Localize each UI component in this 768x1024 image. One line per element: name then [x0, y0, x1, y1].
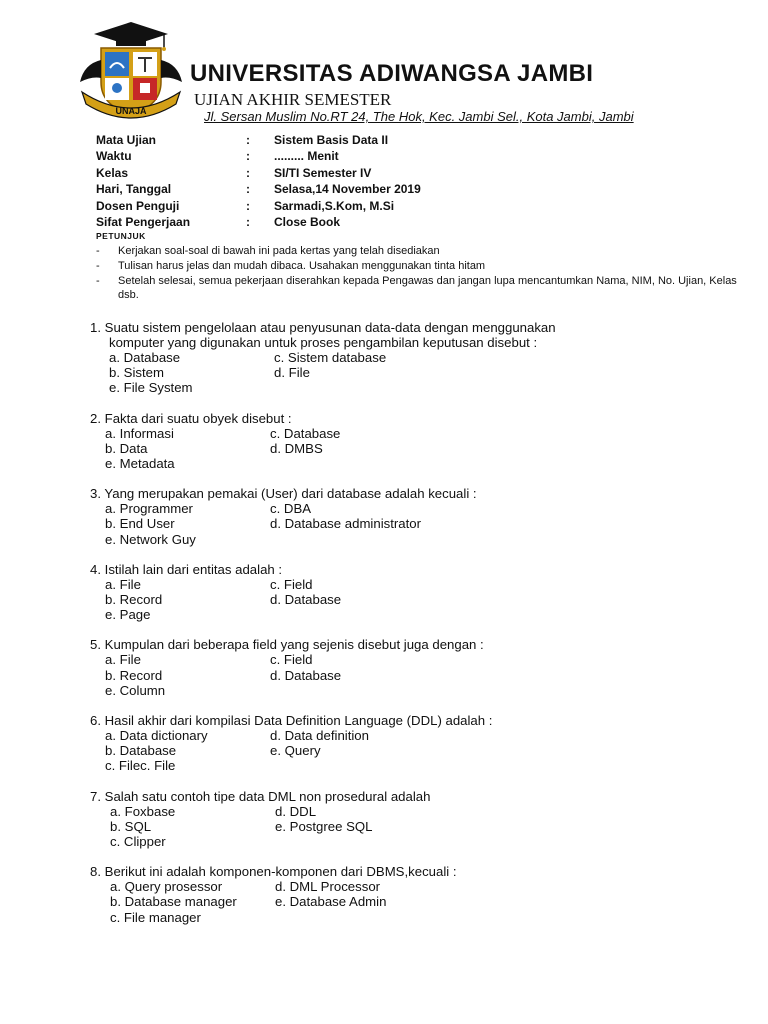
option-row: [90, 592, 750, 607]
answer-option: c. File manager: [110, 909, 201, 925]
info-row-class: Kelas : SI/TI Semester IV: [96, 165, 372, 180]
answer-option: b. Record: [105, 592, 163, 608]
info-label: Sifat Pengerjaan: [96, 214, 191, 229]
instruction-item: - Setelah selesai, semua pekerjaan diserahkan kepada Pengawas dan jangan lupa mencantumkan Nama, NIM, No. Ujian, Kelas dsb.: [96, 275, 737, 301]
answer-option: e. Database Admin: [275, 894, 387, 910]
answer-option: a. File: [105, 652, 141, 668]
question-list: [90, 320, 750, 925]
option-row: [90, 910, 750, 925]
option-row: [90, 819, 750, 834]
question-4: [90, 562, 750, 623]
answer-option: a. Query prosessor: [110, 879, 223, 895]
answer-option: c. Field: [270, 576, 313, 592]
question-text: 6. Hasil akhir dari kompilasi Data Definition Language (DDL) adalah :: [90, 713, 493, 729]
option-row: [90, 577, 750, 592]
option-row: [90, 365, 750, 380]
answer-option: b. Database: [105, 743, 177, 759]
info-label: Hari, Tanggal: [96, 182, 172, 197]
answer-option: d. Database: [270, 592, 342, 608]
info-label: Mata Ujian: [96, 133, 157, 147]
info-value: Close Book: [274, 214, 341, 229]
option-row: [90, 834, 750, 849]
question-5: [90, 637, 750, 698]
question-8: [90, 864, 750, 925]
option-row: [90, 804, 750, 819]
question-6: [90, 713, 750, 774]
option-row: [90, 441, 750, 456]
option-row: [90, 426, 750, 441]
info-row-subject: Mata Ujian : Sistem Basis Data II: [96, 133, 389, 147]
info-row-mode: Sifat Pengerjaan : Close Book: [96, 214, 341, 229]
answer-option: d. DMBS: [270, 440, 323, 456]
university-name: UNIVERSITAS ADIWANGSA JAMBI: [190, 60, 594, 87]
answer-option: b. SQL: [110, 818, 152, 834]
option-row: [90, 652, 750, 667]
question-text: 7. Salah satu contoh tipe data DML non prosedural adalah: [90, 788, 431, 804]
question-text: 4. Istilah lain dari entitas adalah :: [90, 561, 283, 577]
answer-option: a. File: [105, 576, 141, 592]
exam-title: UJIAN AKHIR SEMESTER: [194, 90, 392, 109]
info-value: SI/TI Semester IV: [274, 165, 372, 180]
info-value: Sarmadi,S.Kom, M.Si: [274, 198, 395, 213]
answer-option: b. Record: [105, 667, 163, 683]
answer-option: e. Column: [105, 682, 166, 698]
answer-option: d. Database: [270, 667, 342, 683]
answer-option: e. Postgree SQL: [275, 818, 373, 834]
answer-option: a. Programmer: [105, 501, 193, 517]
info-value: Sistem Basis Data II: [274, 133, 389, 147]
option-row: [90, 743, 750, 758]
university-address: Jl. Sersan Muslim No.RT 24, The Hok, Kec. Jambi Sel., Kota Jambi, Jambi: [204, 109, 634, 124]
answer-option: d. DML Processor: [275, 879, 381, 895]
answer-option: d. Data definition: [270, 728, 369, 744]
answer-option: b. Database manager: [110, 894, 237, 910]
exam-info-table: [96, 132, 421, 230]
option-row: [90, 683, 750, 698]
option-row: [90, 728, 750, 743]
answer-option: a. Data dictionary: [105, 728, 208, 744]
answer-option: e. Network Guy: [105, 531, 196, 547]
question-text: 3. Yang merupakan pemakai (User) dari database adalah kecuali :: [90, 486, 477, 502]
answer-option: e. File System: [109, 380, 193, 396]
answer-option: d. DDL: [275, 803, 317, 819]
info-row-date: Hari, Tanggal : Selasa,14 November 2019: [96, 182, 421, 197]
instruction-item: - Tulisan harus jelas dan mudah dibaca. Usahakan menggunakan tinta hitam: [96, 260, 486, 272]
option-row: [90, 516, 750, 531]
question-text: 8. Berikut ini adalah komponen-komponen dari DBMS,kecuali :: [90, 864, 457, 880]
answer-option: d. File: [274, 365, 310, 381]
info-row-examiner: Dosen Penguji : Sarmadi,S.Kom, M.Si: [96, 198, 395, 213]
instructions-list: [96, 244, 746, 303]
question-text: 1. Suatu sistem pengelolaan atau penyusunan data-data dengan menggunakan: [90, 320, 556, 335]
answer-option: b. End User: [105, 516, 175, 532]
question-1: [90, 320, 750, 396]
option-row: [90, 879, 750, 894]
answer-option: e. Page: [105, 607, 151, 623]
logo-text: UNAJA: [115, 106, 147, 116]
answer-option: a. Foxbase: [110, 803, 176, 819]
answer-option: c. Sistem database: [274, 350, 387, 365]
info-value: ......... Menit: [274, 149, 339, 164]
info-label: Waktu: [96, 149, 132, 164]
info-label: Kelas: [96, 165, 129, 180]
answer-option: d. Database administrator: [270, 516, 421, 532]
answer-option: e. Metadata: [105, 456, 175, 472]
question-text-continued: komputer yang digunakan untuk proses pengambilan keputusan disebut :: [109, 335, 538, 350]
instruction-item: - Kerjakan soal-soal di bawah ini pada kertas yang telah disediakan: [96, 245, 440, 257]
option-row: [90, 456, 750, 471]
answer-option: b. Data: [105, 440, 148, 456]
answer-option: c. Field: [270, 652, 313, 668]
answer-option: c. Clipper: [110, 834, 166, 850]
answer-option: a. Database: [109, 350, 181, 365]
info-row-time: Waktu : ......... Menit: [96, 149, 339, 164]
answer-option: b. Sistem: [109, 365, 164, 381]
option-row: [90, 532, 750, 547]
option-row: [90, 350, 750, 365]
university-logo: [76, 20, 186, 120]
answer-option: e. Query: [270, 743, 321, 759]
option-row: [90, 758, 750, 773]
question-2: [90, 411, 750, 472]
option-row: [90, 894, 750, 909]
answer-option: c. DBA: [270, 501, 312, 517]
question-text: 2. Fakta dari suatu obyek disebut :: [90, 410, 292, 426]
question-3: [90, 486, 750, 547]
option-row: [90, 668, 750, 683]
question-7: [90, 789, 750, 850]
answer-option: c. Database: [270, 425, 341, 441]
option-row: [90, 501, 750, 516]
question-text: 5. Kumpulan dari beberapa field yang sejenis disebut juga dengan :: [90, 637, 484, 653]
info-label: Dosen Penguji: [96, 198, 180, 213]
answer-option: c. Filec. File: [105, 758, 176, 774]
answer-option: a. Informasi: [105, 425, 174, 441]
option-row: [90, 380, 750, 395]
instructions-title: PETUNJUK: [96, 231, 146, 241]
option-row: [90, 607, 750, 622]
info-value: Selasa,14 November 2019: [274, 182, 421, 197]
